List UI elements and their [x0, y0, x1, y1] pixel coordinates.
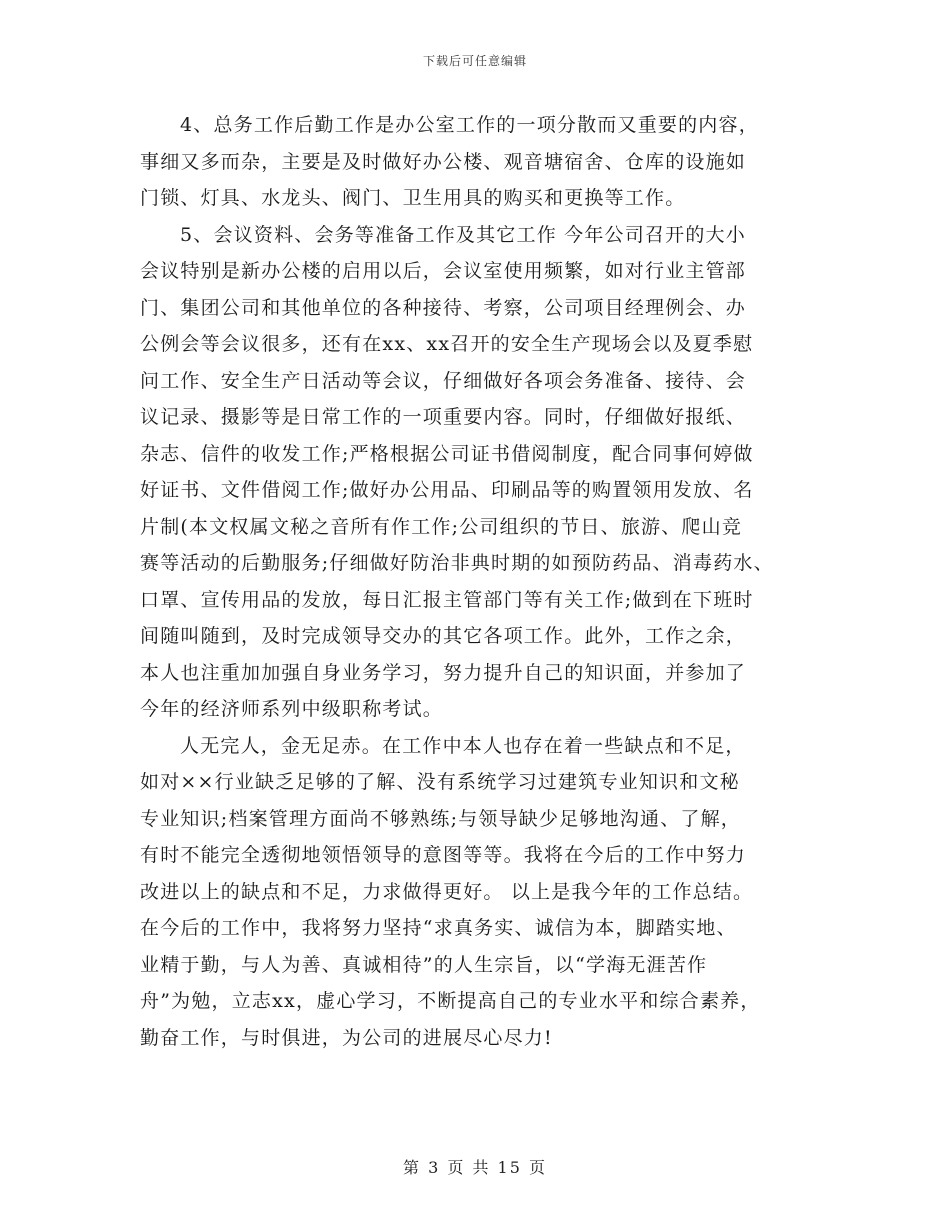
paragraph-line: 赛等活动的后勤服务;仔细做好防治非典时期的如预防药品、消毒药水、 [140, 552, 774, 574]
page-footer: 第 3 页 共 15 页 [403, 1158, 547, 1177]
paragraph-line: 在今后的工作中，我将努力坚持“求真务实、诚信为本，脚踏实地、 [140, 917, 737, 939]
paragraph-line: 公例会等会议很多，还有在xx、xx召开的安全生产现场会以及夏季慰 [140, 333, 754, 355]
paragraph-line: 口罩、宣传用品的发放，每日汇报主管部门等有关工作;做到在下班时 [140, 588, 754, 611]
paragraph-line: 5、会议资料、会务等准备工作及其它工作 今年公司召开的大小 [180, 223, 746, 246]
paragraph-line: 事细又多而杂，主要是及时做好办公楼、观音塘宿舍、仓库的设施如 [140, 150, 747, 173]
paragraph-line: 杂志、信件的收发工作;严格根据公司证书借阅制度，配合同事何婷做 [140, 442, 754, 465]
paragraph-line: 门锁、灯具、水龙头、阀门、卫生用具的购买和更换等工作。 [140, 187, 686, 209]
paragraph-line: 4、总务工作后勤工作是办公室工作的一项分散而又重要的内容， [180, 114, 759, 136]
paragraph-line: 专业知识;档案管理方面尚不够熟练;与领导缺少足够地沟通、了解， [140, 807, 742, 830]
paragraph-line: 问工作、安全生产日活动等会议，仔细做好各项会务准备、接待、会 [140, 369, 747, 392]
paragraph-line: 会议特别是新办公楼的启用以后，会议室使用频繁，如对行业主管部 [140, 260, 747, 282]
paragraph-line: 舟”为勉，立志xx，虚心学习，不断提高自己的专业水平和综合素养， [140, 990, 761, 1012]
paragraph-line: 今年的经济师系列中级职称考试。 [140, 698, 444, 720]
paragraph-line: 业精于勤，与人为善、真诚相待”的人生宗旨，以“学海无涯苦作 [140, 953, 708, 976]
paragraph-line: 有时不能完全透彻地领悟领导的意图等等。我将在今后的工作中努力 [140, 844, 747, 866]
paragraph-line: 勤奋工作，与时俱进，为公司的进展尽心尽力! [140, 1026, 553, 1049]
paragraph-line: 议记录、摄影等是日常工作的一项重要内容。同时，仔细做好报纸、 [140, 406, 747, 428]
paragraph-line: 好证书、文件借阅工作;做好办公用品、印刷品等的购置领用发放、名 [140, 479, 754, 501]
paragraph-line: 改进以上的缺点和不足，力求做得更好。 以上是我今年的工作总结。 [140, 880, 754, 903]
paragraph-line: 片制(本文权属文秘之音所有作工作;公司组织的节日、旅游、爬山竞 [140, 515, 743, 538]
document-body [140, 107, 820, 1056]
paragraph-line: 门、集团公司和其他单位的各种接待、考察，公司项目经理例会、办 [140, 296, 747, 319]
page-header: 下载后可任意编辑 [422, 54, 527, 68]
paragraph-line: 人无完人，金无足赤。在工作中本人也存在着一些缺点和不足， [180, 734, 746, 757]
paragraph-line: 间随叫随到，及时完成领导交办的其它各项工作。此外，工作之余， [140, 625, 747, 647]
paragraph-line: 如对××行业缺乏足够的了解、没有系统学习过建筑专业知识和文秘 [140, 771, 740, 793]
paragraph-line: 本人也注重加加强自身业务学习，努力提升自己的知识面，并参加了 [140, 661, 747, 684]
